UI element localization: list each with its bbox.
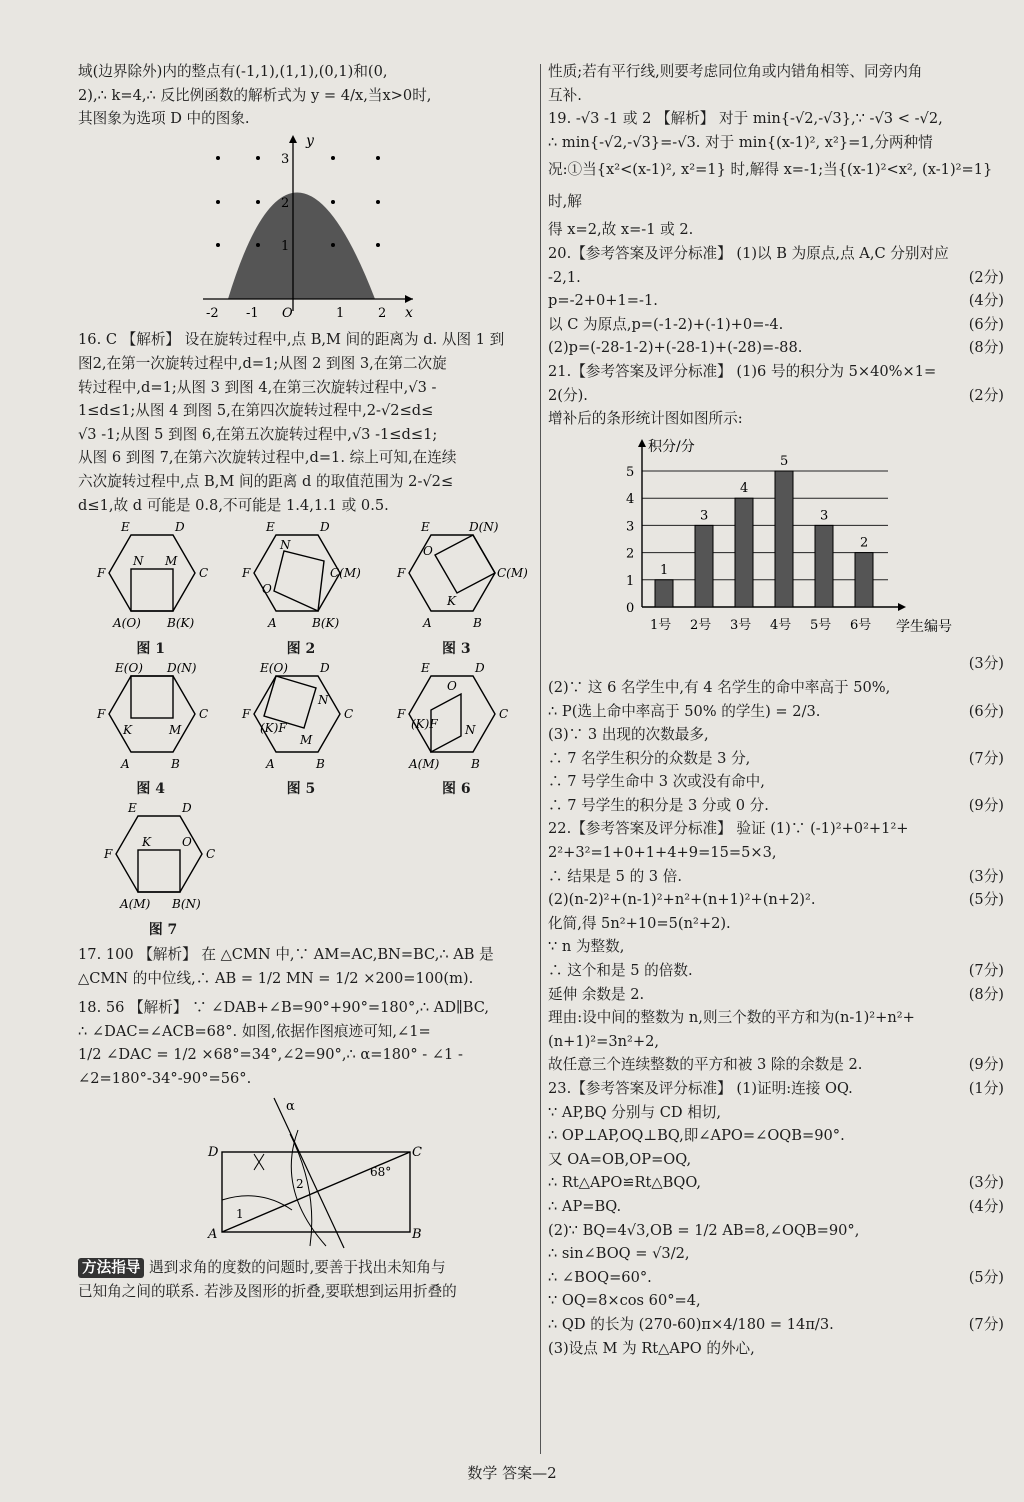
origin-label: O bbox=[282, 305, 293, 321]
x-tick: 1 bbox=[336, 305, 345, 321]
svg-text:F: F bbox=[96, 706, 105, 721]
text-line: 性质;若有平行线,则要考虑同位角或内错角相等、同旁内角 bbox=[548, 63, 923, 80]
hex-figure-row bbox=[78, 802, 534, 939]
bar-value-label: 4 bbox=[740, 480, 749, 496]
svg-text:B: B bbox=[471, 756, 481, 771]
hex-figure-2 bbox=[236, 521, 366, 658]
y-axis-label: y bbox=[306, 132, 314, 149]
svg-text:F: F bbox=[397, 706, 406, 721]
q16-block bbox=[78, 328, 534, 517]
svg-text:F: F bbox=[96, 566, 105, 581]
svg-text:C: C bbox=[206, 847, 216, 862]
svg-text:K: K bbox=[142, 835, 151, 850]
answer-line bbox=[548, 289, 1004, 313]
answer-text: 又 OA=OB,OP=OQ, bbox=[548, 1150, 692, 1168]
q17-block bbox=[78, 943, 534, 990]
answer-text: 理由:设中间的整数为 n,则三个数的平方和为(n-1)²+n²+ bbox=[548, 1009, 915, 1027]
y-tick-label: 0 bbox=[626, 600, 635, 616]
svg-text:C: C bbox=[343, 706, 354, 721]
svg-text:C: C bbox=[499, 706, 509, 721]
answer-line bbox=[548, 888, 1004, 912]
answer-text: 以 C 为原点,p=(-1-2)+(-1)+0=-4. bbox=[548, 315, 784, 333]
answer-text: ∴ Rt△APO≌Rt△BQO, bbox=[548, 1174, 702, 1192]
svg-text:F: F bbox=[241, 706, 251, 721]
answer-text: ∴ 7 号学生的积分是 3 分或 0 分. bbox=[548, 796, 769, 814]
hex-figure-4 bbox=[91, 662, 211, 799]
x-tick-label: 1号 bbox=[650, 617, 672, 633]
answer-line bbox=[548, 1242, 1004, 1266]
svg-text:N: N bbox=[465, 722, 476, 737]
x-tick-label: 5号 bbox=[810, 617, 832, 633]
svg-text:B: B bbox=[473, 616, 483, 631]
answer-text: 23.【参考答案及评分标准】 (1)证明:连接 OQ. bbox=[548, 1080, 853, 1097]
answer-line bbox=[548, 1053, 1004, 1077]
score-mark: (2分) bbox=[968, 386, 1004, 404]
svg-text:M: M bbox=[168, 722, 181, 737]
svg-text:B: B bbox=[412, 1227, 422, 1243]
bar-value-label: 3 bbox=[820, 508, 829, 524]
svg-text:F: F bbox=[397, 566, 406, 581]
svg-text:B(N): B(N) bbox=[172, 897, 201, 912]
score-mark: (8分) bbox=[968, 985, 1004, 1003]
text-line: d≤1,故 d 可能是 0.8,不可能是 1.4,1.1 或 0.5. bbox=[78, 496, 389, 514]
score-mark: (7分) bbox=[968, 1315, 1004, 1333]
text-line: 19. -√3 -1 或 2 【解析】 对于 min{-√2,-√3},∵ -√3 < -√2, bbox=[548, 110, 943, 128]
hex-figure-row bbox=[78, 521, 534, 658]
score-mark: (9分) bbox=[968, 1056, 1004, 1074]
text-line: 2),∴ k=4,∴ 反比例函数的解析式为 y = 4/x,当x>0时, bbox=[78, 86, 432, 104]
score-mark: (4分) bbox=[968, 292, 1004, 310]
svg-text:B(K): B(K) bbox=[311, 616, 340, 631]
score-mark: (3分) bbox=[968, 867, 1004, 885]
answer-text: (2)(n-2)²+(n-1)²+n²+(n+1)²+(n+2)². bbox=[548, 891, 816, 909]
svg-text:D: D bbox=[475, 660, 485, 675]
y-tick: 2 bbox=[281, 195, 290, 211]
angle-1-label: 1 bbox=[236, 1207, 244, 1222]
angle-68-label: 68° bbox=[370, 1165, 392, 1180]
score-mark: (5分) bbox=[968, 891, 1004, 909]
svg-text:(K)F: (K)F bbox=[259, 720, 287, 735]
answer-text: 21.【参考答案及评分标准】 (1)6 号的积分为 5×40%×1= bbox=[548, 362, 937, 380]
answer-line bbox=[548, 841, 1004, 865]
text-line: 16. C 【解析】 设在旋转过程中,点 B,M 间的距离为 d. 从图 1 到 bbox=[78, 331, 505, 349]
svg-text:C: C bbox=[198, 706, 208, 721]
x-tick-label: 3号 bbox=[730, 617, 752, 633]
answer-text: 22.【参考答案及评分标准】 验证 (1)∵ (-1)²+0²+1²+ bbox=[548, 820, 909, 838]
answer-line bbox=[548, 1313, 1004, 1337]
score-mark: (7分) bbox=[968, 962, 1004, 980]
text-line: 图2,在第一次旋转过程中,d=1;从图 2 到图 3,在第二次旋 bbox=[78, 354, 447, 372]
y-tick-label: 4 bbox=[626, 491, 635, 507]
answer-text: ∴ sin∠BOQ = √3/2, bbox=[548, 1245, 690, 1263]
answer-text: ∴ P(选上命中率高于 50% 的学生) = 2/3. bbox=[548, 702, 821, 720]
svg-text:C: C bbox=[198, 566, 208, 581]
text-line: ∠2=180°-34°-90°=56°. bbox=[78, 1069, 252, 1087]
svg-text:C(M): C(M) bbox=[329, 566, 361, 581]
hex-figure-3 bbox=[391, 520, 529, 658]
x-axis-title: 学生编号 bbox=[896, 618, 952, 635]
figure-caption: 图 6 bbox=[442, 781, 471, 798]
answer-line bbox=[548, 336, 1004, 360]
svg-text:A: A bbox=[423, 616, 432, 631]
answer-text: 增补后的条形统计图如图所示: bbox=[548, 410, 743, 428]
answer-text: ∴ 7 号学生命中 3 次或没有命中, bbox=[548, 773, 765, 791]
page-footer: 数学 答案—2 bbox=[467, 1464, 557, 1482]
bar bbox=[855, 552, 873, 606]
svg-text:B: B bbox=[315, 756, 325, 771]
answer-text: (3)设点 M 为 Rt△APO 的外心, bbox=[548, 1339, 755, 1357]
text-line: ∴ min{-√2,-√3}=-√3. 对于 min{(x-1)², x²}=1,分两种情 bbox=[548, 133, 933, 151]
bar-value-label: 2 bbox=[860, 535, 869, 551]
text-line: 域(边界除外)内的整点有(-1,1),(1,1),(0,1)和(0, bbox=[78, 63, 388, 80]
y-tick: 1 bbox=[281, 238, 290, 254]
score-mark: (6分) bbox=[968, 315, 1004, 333]
svg-text:A(M): A(M) bbox=[120, 897, 151, 912]
svg-text:A: A bbox=[120, 756, 130, 771]
answer-line bbox=[548, 794, 1004, 818]
answer-text: p=-2+0+1=-1. bbox=[548, 292, 658, 310]
x-tick: -1 bbox=[246, 305, 259, 321]
svg-text:O: O bbox=[261, 582, 272, 597]
text-line: 互补. bbox=[548, 86, 582, 104]
hex-figure-5 bbox=[236, 662, 366, 799]
score-mark: (3分) bbox=[968, 1174, 1004, 1192]
answer-text: 20.【参考答案及评分标准】 (1)以 B 为原点,点 A,C 分别对应 bbox=[548, 244, 949, 262]
q18-block bbox=[78, 996, 534, 1090]
text-line: 已知角之间的联系. 若涉及图形的折叠,要联想到运用折叠的 bbox=[78, 1282, 457, 1300]
method-tag: 方法指导 bbox=[78, 1258, 144, 1278]
answer-text: (n+1)²=3n²+2, bbox=[548, 1032, 660, 1050]
text-line: 18. 56 【解析】 ∵ ∠DAB+∠B=90°+90°=180°,∴ AD∥BC, bbox=[78, 999, 490, 1017]
bar-value-label: 5 bbox=[780, 453, 789, 469]
svg-text:M: M bbox=[164, 554, 177, 569]
y-tick-label: 1 bbox=[626, 573, 635, 589]
x-axis-arrow bbox=[898, 603, 906, 611]
svg-text:O: O bbox=[423, 544, 434, 559]
answer-line bbox=[548, 1289, 1004, 1313]
answer-line bbox=[548, 407, 1004, 431]
answer-text: ∵ OQ=8×cos 60°=4, bbox=[548, 1292, 701, 1310]
bar-chart bbox=[548, 431, 1004, 645]
y-tick-label: 2 bbox=[626, 546, 635, 562]
answer-text: ∴ OP⊥AP,OQ⊥BQ,即∠APO=∠OQB=90°. bbox=[548, 1127, 845, 1145]
x-tick-label: 4号 bbox=[770, 617, 792, 633]
score-mark: (1分) bbox=[968, 1080, 1004, 1097]
q22-block bbox=[548, 817, 1004, 1077]
svg-text:E: E bbox=[421, 520, 431, 535]
svg-text:A: A bbox=[208, 1227, 218, 1243]
text-line: 从图 6 到图 7,在第六次旋转过程中,d=1. 综上可知,在连续 bbox=[78, 449, 457, 467]
score-mark: (3分) bbox=[968, 655, 1004, 673]
answer-text: ∴ QD 的长为 (270-60)π×4/180 = 14π/3. bbox=[548, 1315, 834, 1333]
answer-line bbox=[548, 700, 1004, 724]
text-line: ∴ ∠DAC=∠ACB=68°. 如图,依据作图痕迹可知,∠1= bbox=[78, 1022, 431, 1040]
svg-text:(K)F: (K)F bbox=[411, 716, 438, 731]
hex-figure-1 bbox=[91, 521, 211, 658]
text-line: 遇到求角的度数的问题时,要善于找出未知角与 bbox=[149, 1259, 446, 1277]
text-line: 1≤d≤1;从图 4 到图 5,在第四次旋转过程中,2-√2≤d≤ bbox=[78, 402, 434, 420]
answer-line bbox=[548, 912, 1004, 936]
svg-text:A(O): A(O) bbox=[112, 616, 141, 631]
svg-text:O: O bbox=[447, 678, 458, 693]
x-tick-label: 2号 bbox=[690, 617, 712, 633]
answer-line bbox=[548, 1219, 1004, 1243]
y-tick-label: 5 bbox=[626, 464, 635, 480]
answer-line bbox=[548, 1171, 1004, 1195]
score-mark: (8分) bbox=[968, 339, 1004, 357]
svg-text:M: M bbox=[299, 732, 313, 747]
score-mark: (7分) bbox=[968, 749, 1004, 767]
x-tick: 2 bbox=[378, 305, 387, 321]
answer-line bbox=[548, 384, 1004, 408]
column-divider bbox=[540, 64, 541, 1454]
answer-line bbox=[548, 770, 1004, 794]
svg-text:D(N): D(N) bbox=[166, 660, 197, 675]
answer-text: ∴ 7 名学生积分的众数是 3 分, bbox=[548, 749, 751, 767]
answer-line bbox=[548, 865, 1004, 889]
answer-text: ∴ 结果是 5 的 3 倍. bbox=[548, 867, 682, 885]
text-line: 1/2 ∠DAC = 1/2 ×68°=34°,∠2=90°,∴ α=180° - ∠1 - bbox=[78, 1046, 463, 1064]
score-mark: (6分) bbox=[968, 702, 1004, 720]
answer-text: (2)∵ 这 6 名学生中,有 4 名学生的命中率高于 50%, bbox=[548, 678, 891, 696]
text-line: △CMN 的中位线,∴ AB = 1/2 MN = 1/2 ×200=100(m). bbox=[78, 969, 474, 987]
hex-figure-6 bbox=[391, 662, 521, 799]
figure-caption: 图 1 bbox=[136, 640, 165, 657]
svg-text:A(M): A(M) bbox=[409, 756, 440, 771]
score-mark: (5分) bbox=[968, 1268, 1004, 1286]
text-line: √3 -1;从图 5 到图 6,在第五次旋转过程中,√3 -1≤d≤1; bbox=[78, 425, 438, 443]
hex-figure-row bbox=[78, 662, 534, 799]
x-tick: -2 bbox=[206, 305, 219, 321]
angle-2-label: 2 bbox=[296, 1177, 304, 1192]
figure-caption: 图 2 bbox=[286, 640, 316, 657]
svg-text:D: D bbox=[208, 1145, 219, 1161]
method-block bbox=[78, 1256, 534, 1303]
answer-line bbox=[548, 242, 1004, 266]
svg-text:E: E bbox=[128, 801, 137, 816]
svg-text:E(O): E(O) bbox=[259, 660, 288, 675]
answer-line bbox=[548, 1077, 1004, 1101]
q21-continued bbox=[548, 652, 1004, 817]
answer-line bbox=[548, 652, 1004, 676]
answer-line bbox=[548, 817, 1004, 841]
svg-text:D: D bbox=[174, 520, 185, 535]
answer-line bbox=[548, 1030, 1004, 1054]
parabola-graph bbox=[78, 131, 534, 321]
x-tick-label: 6号 bbox=[850, 617, 872, 633]
score-mark: (9分) bbox=[968, 796, 1004, 814]
svg-text:D(N): D(N) bbox=[469, 520, 499, 535]
answer-line bbox=[548, 1195, 1004, 1219]
answer-text: ∵ AP,BQ 分别与 CD 相切, bbox=[548, 1103, 722, 1121]
bar bbox=[775, 471, 793, 607]
bar bbox=[735, 498, 753, 607]
svg-text:K: K bbox=[122, 722, 132, 737]
answer-line bbox=[548, 1006, 1004, 1030]
answer-line bbox=[548, 313, 1004, 337]
answer-line bbox=[548, 1148, 1004, 1172]
text-line: 其图象为选项 D 中的图象. bbox=[78, 110, 250, 128]
answer-line bbox=[548, 1101, 1004, 1125]
svg-text:K: K bbox=[447, 594, 457, 609]
text-line: 得 x=2,故 x=-1 或 2. bbox=[548, 221, 694, 239]
svg-text:D: D bbox=[319, 660, 330, 675]
figure-caption: 图 5 bbox=[286, 781, 316, 798]
svg-text:E: E bbox=[265, 520, 275, 535]
svg-text:N: N bbox=[279, 538, 291, 553]
text-line: 况:①当{x²<(x-1)², x²=1} 时,解得 x=-1;当{(x-1)²<x², (x-1)²=1} 时,解 bbox=[548, 161, 993, 211]
answer-text: ∴ 这个和是 5 的倍数. bbox=[548, 962, 693, 980]
answer-line bbox=[548, 360, 1004, 384]
answer-line bbox=[548, 1124, 1004, 1148]
bar bbox=[815, 525, 833, 607]
bar-value-label: 3 bbox=[700, 508, 709, 524]
answer-line bbox=[548, 676, 1004, 700]
answer-text: -2,1. bbox=[548, 268, 581, 286]
rectangle-construction-figure bbox=[78, 1090, 534, 1248]
svg-text:C(M): C(M) bbox=[497, 566, 529, 581]
svg-text:F: F bbox=[104, 847, 113, 862]
bar bbox=[655, 580, 673, 607]
answer-line bbox=[548, 959, 1004, 983]
answer-line bbox=[548, 1337, 1004, 1361]
q19-block bbox=[548, 107, 1004, 242]
text-line: 17. 100 【解析】 在 △CMN 中,∵ AM=AC,BN=BC,∴ AB 是 bbox=[78, 945, 494, 963]
answer-text: (2)∵ BQ=4√3,OB = 1/2 AB=8,∠OQB=90°, bbox=[548, 1221, 860, 1239]
answer-text: ∴ AP=BQ. bbox=[548, 1197, 622, 1215]
q20-block bbox=[548, 242, 1004, 360]
answer-text: (2)p=(-28-1-2)+(-28-1)+(-28)=-88. bbox=[548, 339, 803, 357]
bar bbox=[695, 525, 713, 607]
shaded-region bbox=[228, 192, 375, 299]
answer-line bbox=[548, 723, 1004, 747]
right-column bbox=[548, 60, 1004, 1360]
svg-text:E: E bbox=[421, 660, 431, 675]
svg-text:A: A bbox=[267, 616, 277, 631]
bar-value-label: 1 bbox=[660, 562, 669, 578]
text-line: 六次旋转过程中,点 B,M 间的距离 d 的取值范围为 2-√2≤ bbox=[78, 472, 454, 490]
svg-text:B(K): B(K) bbox=[166, 616, 194, 631]
answer-text: ∴ ∠BOQ=60°. bbox=[548, 1268, 652, 1286]
svg-text:C: C bbox=[412, 1145, 422, 1161]
answer-line bbox=[548, 935, 1004, 959]
hex-figure-7 bbox=[98, 802, 228, 939]
x-axis-label: x bbox=[405, 304, 413, 321]
svg-text:N: N bbox=[132, 554, 144, 569]
answer-text: 2²+3²=1+0+1+4+9=15=5×3, bbox=[548, 844, 777, 862]
answer-line bbox=[548, 747, 1004, 771]
svg-text:F: F bbox=[241, 566, 251, 581]
svg-text:O: O bbox=[182, 835, 192, 850]
svg-text:A: A bbox=[265, 756, 275, 771]
answer-line bbox=[548, 983, 1004, 1007]
answer-line bbox=[548, 266, 1004, 290]
answer-line bbox=[548, 1266, 1004, 1290]
y-axis-arrow bbox=[638, 439, 646, 447]
y-tick: 3 bbox=[281, 151, 290, 167]
svg-text:D: D bbox=[319, 520, 330, 535]
svg-text:B: B bbox=[170, 756, 180, 771]
figure-caption: 图 7 bbox=[148, 921, 178, 938]
answer-text: 2(分). bbox=[548, 386, 588, 404]
left-column bbox=[78, 60, 534, 1303]
alpha-label: α bbox=[286, 1099, 295, 1115]
score-mark: (4分) bbox=[968, 1197, 1004, 1215]
score-mark: (2分) bbox=[968, 268, 1004, 286]
svg-text:N: N bbox=[317, 692, 329, 707]
svg-text:E(O): E(O) bbox=[114, 660, 143, 675]
svg-text:D: D bbox=[182, 801, 192, 816]
q21-block bbox=[548, 360, 1004, 431]
figure-caption: 图 3 bbox=[442, 640, 471, 657]
answer-text: (3)∵ 3 出现的次数最多, bbox=[548, 726, 709, 744]
text-line: 转过程中,d=1;从图 3 到图 4,在第三次旋转过程中,√3 - bbox=[78, 378, 437, 396]
q23-block bbox=[548, 1077, 1004, 1360]
y-axis-title: 积分/分 bbox=[648, 438, 695, 455]
svg-text:E: E bbox=[120, 520, 130, 535]
answer-text: 延伸 余数是 2. bbox=[548, 985, 645, 1003]
figure-caption: 图 4 bbox=[136, 781, 165, 798]
y-tick-label: 3 bbox=[626, 519, 635, 535]
answer-text: 化简,得 5n²+10=5(n²+2). bbox=[548, 914, 731, 932]
answer-text: 故任意三个连续整数的平方和被 3 除的余数是 2. bbox=[548, 1056, 863, 1074]
answer-text: ∵ n 为整数, bbox=[548, 938, 625, 956]
